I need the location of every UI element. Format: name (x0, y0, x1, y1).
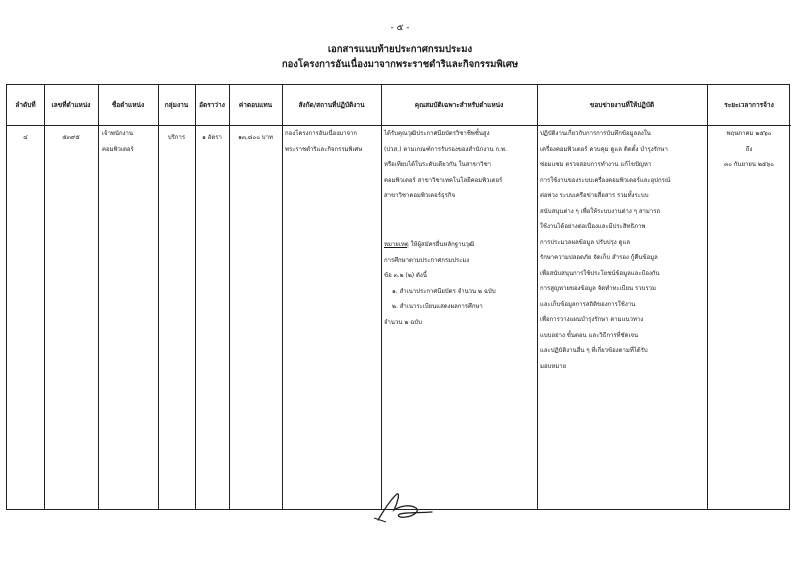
col-divider (195, 85, 196, 509)
header-period: ระยะเวลาการจ้าง (724, 100, 774, 109)
header-qualification: คุณสมบัติเฉพาะสำหรับตำแหน่ง (414, 100, 504, 109)
row-note (384, 241, 496, 334)
unit-line: กองโครงการอันเนื่องมาจาก (285, 130, 358, 137)
note-label: หมายเหตุ (384, 241, 409, 248)
header-duties: ขอบข่ายงานที่ให้ปฏิบัติ (589, 100, 655, 109)
note-line: ๑. สำเนาประกาศนียบัตร จำนวน ๒ ฉบับ (392, 287, 496, 295)
note-line: ๒. สำเนาระเบียนแสดงผลการศึกษา (392, 303, 483, 310)
row-period (707, 130, 791, 177)
duty-line: มอบหมาย (540, 362, 567, 370)
position-name-line: คอมพิวเตอร์ (102, 145, 134, 153)
header-quota: อัตราว่าง (199, 100, 225, 109)
row-unit (285, 130, 362, 161)
row-salary: ๑๓,๘๐๐ บาท (238, 134, 273, 141)
header-unit: สังกัด/สถานที่ปฏิบัติงาน (298, 100, 365, 109)
duty-line: เครื่องคอมพิวเตอร์ ควบคุม ดูแล ติดตั้ง บำรุงรักษา (540, 145, 668, 153)
unit-line: พระราชดำริและกิจกรรมพิเศษ (285, 145, 363, 153)
col-divider (282, 85, 283, 509)
qualification-line: คอมพิวเตอร์ สาขาวิชาเทคโนโลยีคอมพิวเตอร์ (384, 176, 503, 184)
duty-line: สนับสนุนต่าง ๆ เพื่อให้ระบบงานต่าง ๆ สามารถ (540, 207, 661, 215)
row-order: ๔ (23, 134, 28, 141)
note-line: ให้ผู้สมัครยื่นหลักฐานวุฒิ (410, 241, 475, 248)
qualification-line: สาขาวิชาคอมพิวเตอร์ธุรกิจ (384, 192, 456, 199)
note-line: การศึกษาตามประกาศกรมประมง (384, 256, 470, 264)
qualification-line: หรือเทียบได้ในระดับเดียวกัน ในสาขาวิชา (384, 161, 492, 168)
duty-line: และเก็บข้อมูลการสถิติของการใช้งาน (540, 300, 636, 308)
col-divider (44, 85, 45, 509)
page-number: - ๕ - (390, 23, 410, 33)
col-divider (229, 85, 230, 509)
position-name-line: เจ้าพนักงาน (102, 130, 134, 137)
header-position-name: ชื่อตำแหน่ง (111, 100, 145, 109)
period-line: ถึง (745, 145, 753, 153)
row-position-name (102, 130, 134, 161)
row-duties (540, 130, 670, 378)
signature-mark (370, 488, 440, 528)
row-quota: ๑ อัตรา (202, 134, 222, 141)
duty-line: รักษาความปลอดภัย จัดเก็บ สำรอง กู้คืนข้อมูล (540, 254, 658, 261)
col-divider (381, 85, 382, 509)
row-position-no: ๕๓๙๕ (62, 134, 80, 141)
duty-line: เพื่อการวางแผนบำรุงรักษา ตามแนวทาง (540, 316, 644, 323)
duty-line: ใช้งานได้อย่างต่อเนื่องและมีประสิทธิภาพ (540, 223, 646, 230)
duty-line: การสูญหายของข้อมูล จัดทำทะเบียน รวบรวม (540, 285, 656, 292)
period-line: พฤษภาคม ๒๕๖๐ (726, 130, 772, 137)
document-title: เอกสารแนบท้ายประกาศกรมประมง (327, 44, 473, 55)
qualification-line: (ปวส.) ตามเกณฑ์การรับรองของสำนักงาน ก.พ. (384, 145, 507, 153)
header-position-no: เลขที่ตำแหน่ง (51, 100, 91, 109)
department-title: กองโครงการอันเนื่องมาจากพระราชดำริและกิจกรรมพิเศษ (281, 59, 519, 70)
row-qualification (384, 130, 507, 208)
header-work-group: กลุ่มงาน (164, 100, 189, 109)
note-first-line (384, 241, 496, 257)
header-salary: ค่าตอบแทน (238, 100, 273, 109)
duty-line: แบบอย่าง ขั้นตอน และวิธีการที่ชัดเจน (540, 331, 639, 339)
period-line: ๓๐ กันยายน ๒๕๖๐ (724, 161, 774, 168)
duty-line: ซ่อมแซม ตรวจสอบการทำงาน แก้ไขปัญหา (540, 161, 652, 168)
duty-line: ปฏิบัติงานเกี่ยวกับการการบันทึกข้อมูลลงใน (540, 130, 651, 137)
duty-line: การใช้งานของระบบเครื่องคอมพิวเตอร์และอุปกรณ์ (540, 176, 671, 184)
qualification-line: ได้รับคุณวุฒิประกาศนียบัตรวิชาชีพชั้นสูง (384, 130, 490, 137)
row-work-group: บริการ (167, 134, 186, 141)
duty-line: การประมวลผลข้อมูล ปรับปรุง ดูแล (540, 238, 631, 246)
position-table (6, 84, 790, 510)
duty-line: เพื่อสนับสนุนการใช้ประโยชน์ข้อมูลและป้องกัน (540, 269, 660, 277)
col-divider (537, 85, 538, 509)
header-order: ลำดับที่ (15, 100, 36, 109)
col-divider (98, 85, 99, 509)
header-bottom-rule (7, 125, 791, 126)
col-divider (158, 85, 159, 509)
duty-line: และปฏิบัติงานอื่น ๆ ที่เกี่ยวข้องตามที่ได้รับ (540, 347, 648, 354)
note-line: ข้อ ๓.๒ (๒) ดังนี้ (384, 272, 427, 279)
duty-line: ต่อพ่วง ระบบเครือข่ายสื่อสาร รวมทั้งระบบ (540, 192, 649, 199)
note-line: จำนวน ๒ ฉบับ (384, 318, 422, 326)
